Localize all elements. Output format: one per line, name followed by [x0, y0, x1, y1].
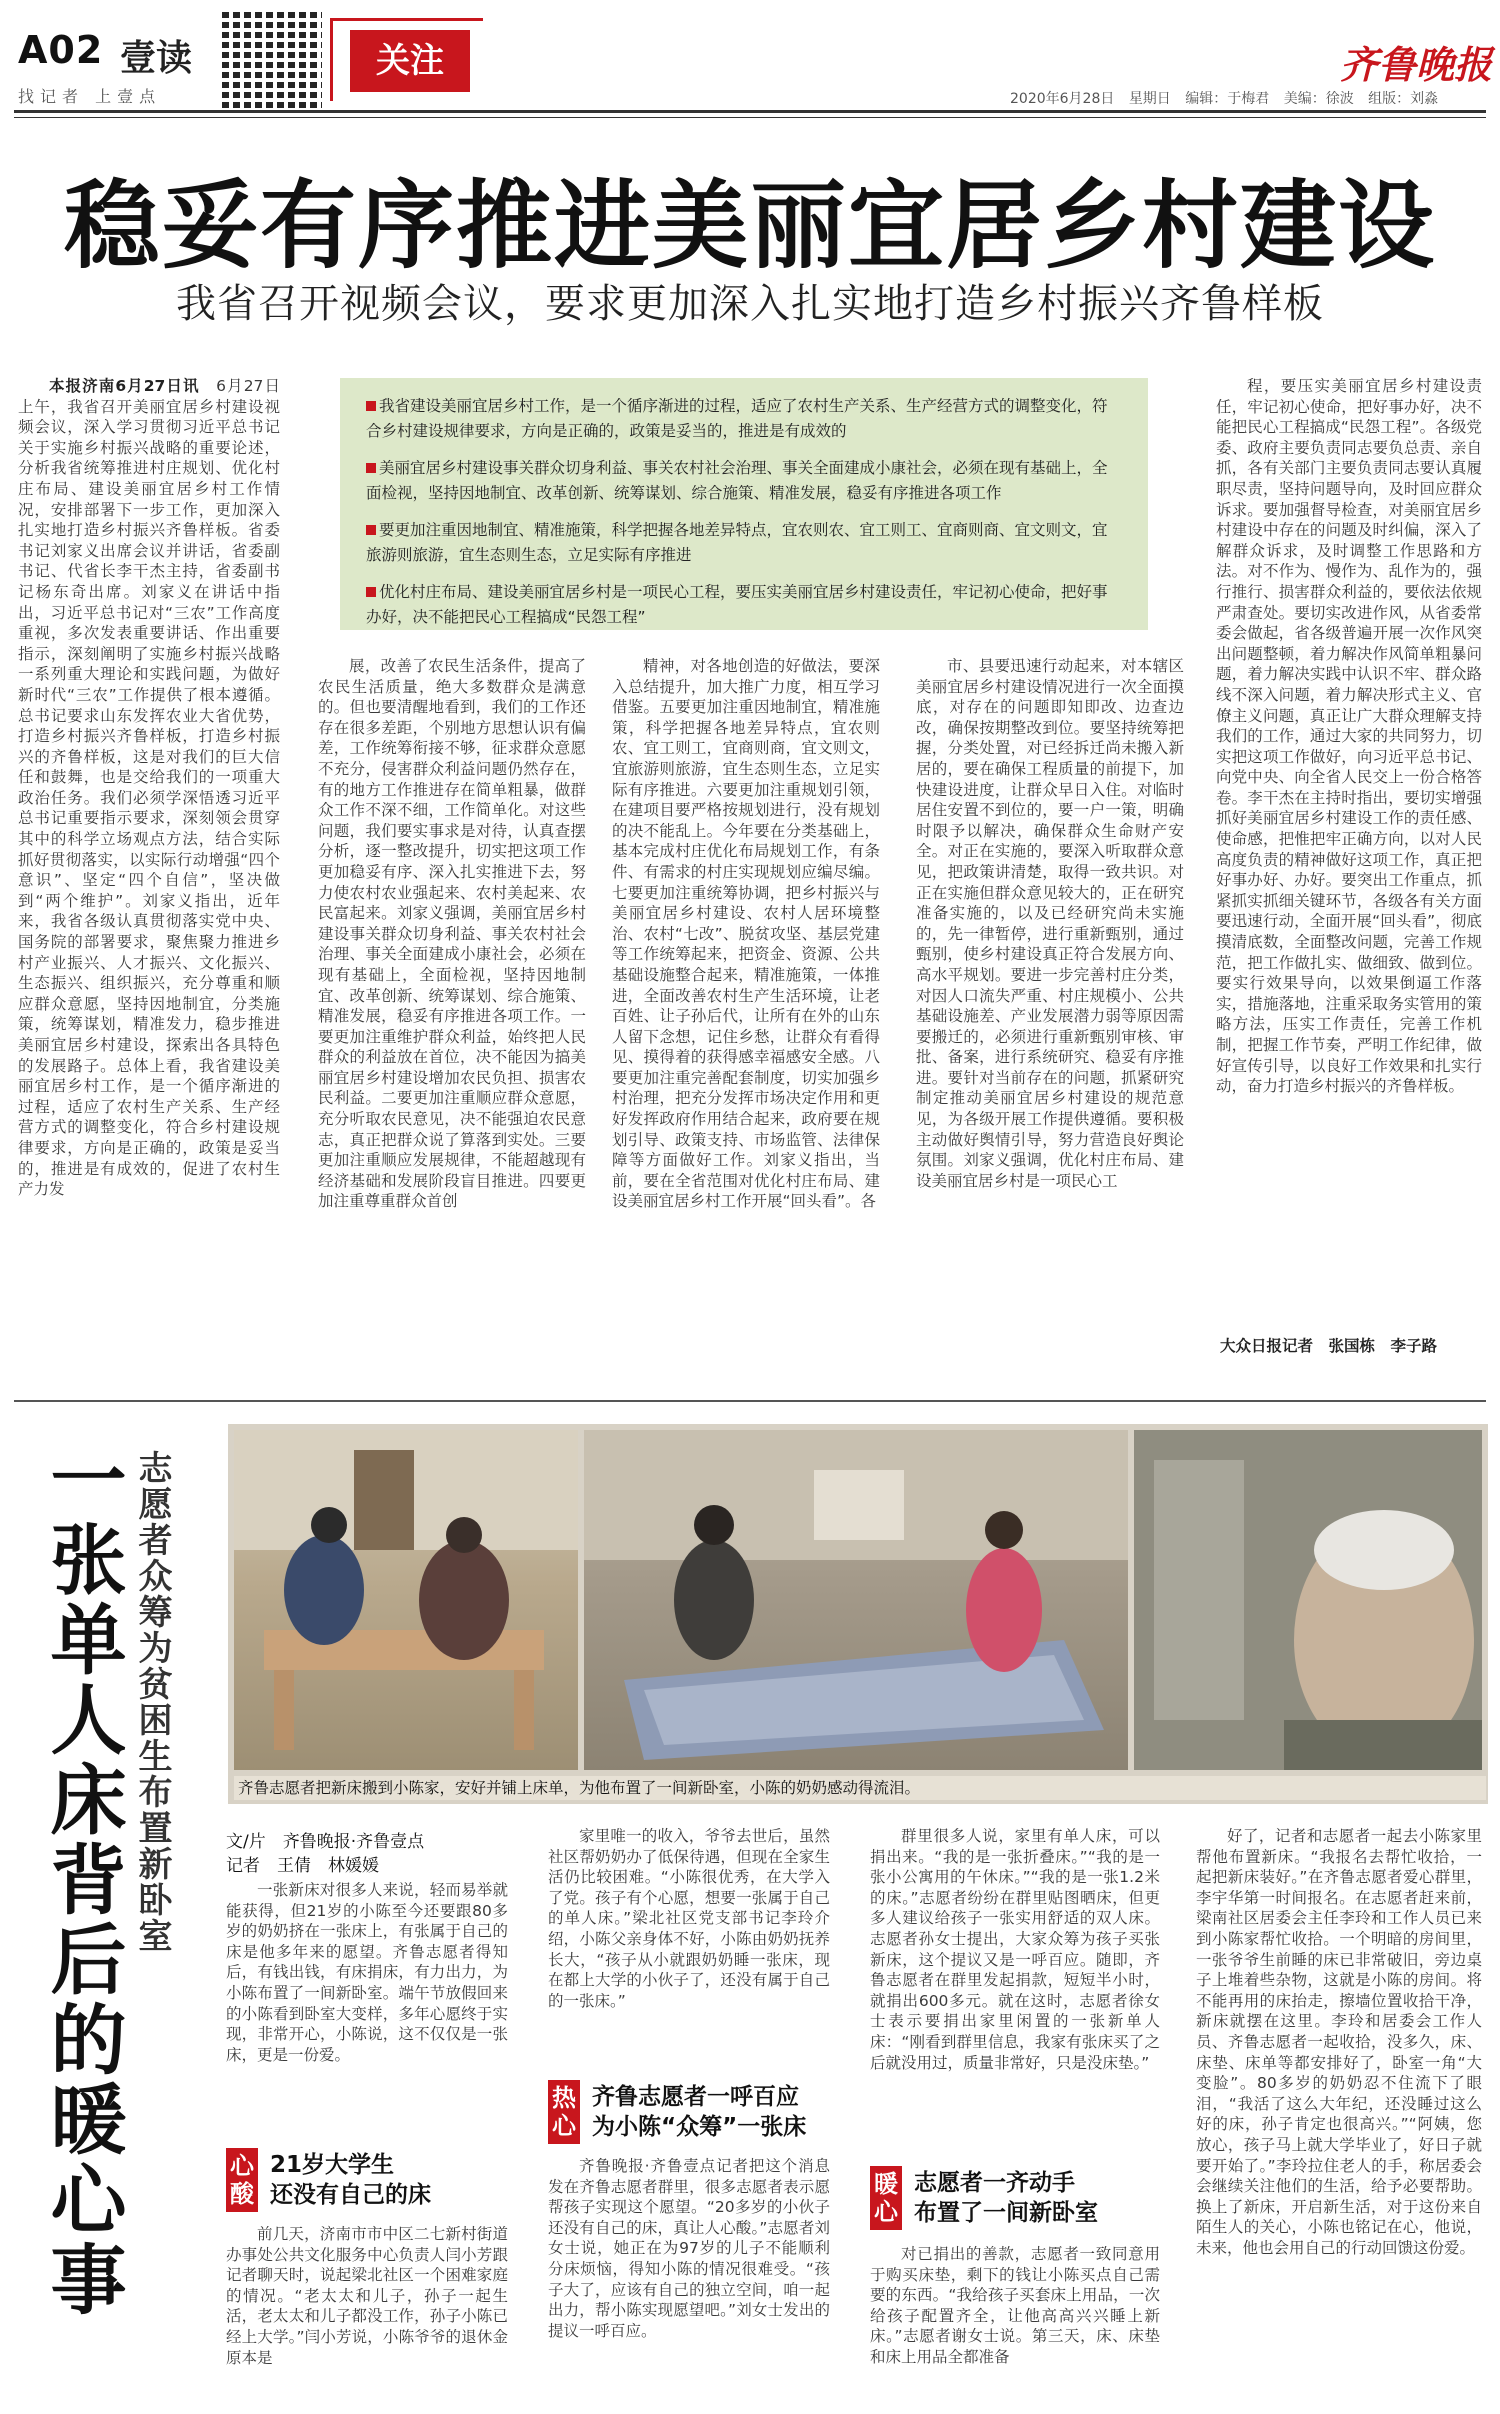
- story2-column-2b: [548, 2156, 830, 2408]
- summary-box: [340, 378, 1148, 630]
- photo2-illustration: [584, 1430, 1128, 1770]
- credit-line-2: 记者 王倩 林媛媛: [226, 1856, 379, 1876]
- summary-text: 要更加注重因地制宜、精准施策，科学把握各地差异特点，宜农则农、宜工则工、宜商则商、宜文则文，宜旅游则旅游，宜生态则生态，立足实际有序推进: [366, 521, 1108, 564]
- header-rule: [14, 110, 1486, 113]
- story1-col3-text: 精神，对各地创造的好做法，要深入总结提升，加大推广力度，相互学习借鉴。五要更加注重因地制宜，精准施策，科学把握各地差异特点，宜农则农、宜工则工，宜商则商，宜文则文，宜旅游则旅游，宜生态则生态，立足实际有序推进。六要更加注重规划引领，在建项目要严格按规划进行，没有规划的决不能乱上。今年要在分类基础上，基本完成村庄优化布局规划工作，有条件、有需求的村庄实现规划应编尽编。七要更加注重统筹协调，把乡村振兴与美丽宜居乡村建设、农村人居环境整治、农村“七改”、脱贫攻坚、基层党建等工作统筹起来，把资金、资源、公共基础设施整合起来，精准施策，一体推进，全面改善农村生产生活环境，让老百姓、让子孙后代，让所有在外的山东人留下念想，记住乡愁，让群众有看得见、摸得着的获得感幸福感安全感。八要更加注重完善配套制度，切实加强乡村治理，把充分发挥市场决定作用和更好发挥政府作用结合起来，政府要在规划引导、政策支持、市场监管、法律保障等方面做好工作。刘家义指出，当前，要在全省范围对优化村庄布局、建设美丽宜居乡村工作开展“回头看”。各: [612, 657, 880, 1211]
- story2-column-3b: [870, 2244, 1160, 2408]
- subsection-title: [270, 2150, 431, 2210]
- story1-col1-text: 6月27日上午，我省召开美丽宜居乡村建设视频会议，深入学习贯彻习近平总书记关于实施乡村振兴战略的重要论述，分析我省统筹推进村庄规划、优化村庄布局、建设美丽宜居乡村工作情况，安排部署下一步工作，更加深入扎实地打造乡村振兴齐鲁样板。省委书记刘家义出席会议并讲话，省委副书记、代省长李干杰主持，省委副书记杨东奇出席。刘家义在讲话中指出，习近平总书记对“三农”工作高度重视，多次发表重要讲话、作出重要指示，深刻阐明了实施乡村振兴战略一系列重大理论和实践问题，为做好新时代“三农”工作提供了根本遵循。总书记要求山东发挥农业大省优势，打造乡村振兴齐鲁样板，打造乡村振兴的齐鲁样板，这是对我们的巨大信任和鼓舞，也是交给我们的一项重大政治任务。我们必须学深悟透习近平总书记重要指示要求，深刻领会贯穿其中的科学立场观点方法，结合实际抓好贯彻落实，以实际行动增强“四个意识”、坚定“四个自信”，坚决做到“两个维护”。刘家义指出，近年来，我省各级认真贯彻落实党中央、国务院的部署要求，聚焦聚力推进乡村产业振兴、人才振兴、文化振兴、生态振兴、组织振兴，充分尊重和顺应群众意愿，坚持因地制宜，分类施策，统筹谋划，精准发力，稳步推进美丽宜居乡村建设，探索出各具特色的发展路子。总体上看，我省建设美丽宜居乡村工作，是一个循序渐进的过程，适应了农村生产关系、生产经营方式的调整变化，符合乡村建设规律要求，方向是正确的，政策是妥当的，推进是有成效的，促进了农村生产力发: [18, 377, 280, 1199]
- summary-item: [366, 394, 1122, 444]
- red-square-icon: [366, 525, 376, 535]
- newspaper-logo: 齐鲁晚报: [1340, 42, 1493, 87]
- summary-text: 我省建设美丽宜居乡村工作，是一个循序渐进的过程，适应了农村生产关系、生产经营方式的调整变化，符合乡村建设规律要求，方向是正确的，政策是妥当的，推进是有成效的: [366, 397, 1108, 440]
- story2-col4-text: 好了，记者和志愿者一起去小陈家里帮他布置新床。“我报名去帮忙收拾，一起把新床装好。”在齐鲁志愿者爱心群里，李宇华第一时间报名。在志愿者赶来前，梁南社区居委会主任李玲和工作人员已来到小陈家帮忙收拾。一个明暗的房间里，一张爷爷生前睡的床已非常破旧，旁边桌子上堆着些杂物，这就是小陈的房间。将不能再用的床抬走，擦墙位置收拾干净，新床就摆在这里。李玲和居委会工作人员、齐鲁志愿者一起收拾，没多久，床、床垫、床单等都安排好了，卧室一角“大变脸”。80多岁的奶奶忍不住流下了眼泪，“我活了这么大年纪，还没睡过这么好的床，孙子肯定也很高兴。”“阿姨，您放心，孩子马上就大学毕业了，好日子就要开始了。”李玲拉住老人的手，称居委会会继续关注他们的生活，给予必要帮助。换上了新床，开启新生活，对于这份来自陌生人的关心，小陈也铭记在心，他说，未来，他也会用自己的行动回馈这份爱。: [1196, 1827, 1482, 2257]
- story1-col5-text: 程，要压实美丽宜居乡村建设责任，牢记初心使命，把好事办好，决不能把民心工程搞成“民怨工程”。各级党委、政府主要负责同志要负总责、亲自抓，各有关部门主要负责同志要认真履职尽责，坚持问题导向，及时回应群众诉求。要加强督导检查，对美丽宜居乡村建设中存在的问题及时纠偏，深入了解群众诉求，及时调整工作思路和方法。对不作为、慢作为、乱作为的，强行推行、损害群众利益的，要依法依规严肃查处。要切实改进作风，从省委常委会做起，省各级普遍开展一次作风突出问题整顿，着力解决作风简单粗暴问题，着力解决实践中认识不牢、群众路线不深入问题，着力解决形式主义、官僚主义问题，真正让广大群众理解支持我们的工作，通过大家的共同努力，切实把这项工作做好，向习近平总书记、向党中央、向全省人民交上一份合格答卷。李干杰在主持时指出，要切实增强抓好美丽宜居乡村建设工作的责任感、使命感，把惟把牢正确方向，以对人民高度负责的精神做好这项工作，真正把好事办好、办好。要突出工作重点，抓紧抓实抓细关键环节，各级各有关方面要迅速行动，全面开展“回头看”，彻底摸清底数，全面整改问题，完善工作规范，把工作做扎实、做细致、做到位。要实行效果导向，以效果倒逼工作落实，措施落地，注重采取务实管用的策略方法，压实工作责任，完善工作机制，把握工作节奏，严明工作纪律，做好宣传引导，以良好工作效果和扎实行动，奋力打造乡村振兴的齐鲁样板。: [1216, 377, 1482, 1096]
- summary-item: [366, 580, 1122, 630]
- subsection-warm-heart: [548, 2080, 806, 2144]
- story2-col2a-text: 家里唯一的收入，爷爷去世后，虽然社区帮奶奶办了低保待遇，但现在全家生活仍比较困难。“小陈很优秀，在大学入了党。孩子有个心愿，想要一张属于自己的单人床。”梁北社区党支部书记李玲介绍，小陈父亲身体不好，小陈由奶奶抚养长大，“孩子从小就跟奶奶睡一张床，现在都上大学的小伙子了，还没有属于自己的一张床。”: [548, 1827, 830, 2010]
- red-square-icon: [366, 463, 376, 473]
- proofreader: 组版：刘淼: [1368, 91, 1439, 107]
- story1-column-5: [1216, 376, 1482, 1326]
- story1-headline: 稳妥有序推进美丽宜居乡村建设: [64, 170, 1436, 282]
- story1-byline: 大众日报记者 张国栋 李子路: [1220, 1337, 1438, 1355]
- page-number: A02: [18, 28, 104, 72]
- section-divider: [14, 1400, 1486, 1402]
- story2-credits: [226, 1830, 424, 1878]
- badge-xinsuan: 心酸: [226, 2148, 258, 2212]
- badge-rexin: 热心: [548, 2080, 580, 2144]
- story2-col2b-text: 齐鲁晚报·齐鲁壹点记者把这个消息发在齐鲁志愿者群里，很多志愿者表示愿帮孩子实现这个愿望。“20多岁的小伙子还没有自己的床，真让人心酸。”志愿者刘女士说，她正在为97岁的儿子不能顺利分床烦恼，得知小陈的情况很难受。“孩子大了，应该有自己的独立空间，咱一起出力，帮小陈实现愿望吧。”刘女士发出的提议一呼百应。: [548, 2157, 830, 2340]
- story2-col3b-text: 对已捐出的善款，志愿者一致同意用于购买床垫，剩下的钱让小陈买点自己需要的东西。“我给孩子买套床上用品，一次给孩子配置齐全，让他高高兴兴睡上新床。”志愿者谢女士说。第三天，床、床垫和床上用品全都准备: [870, 2245, 1160, 2366]
- subsection-title-line1: 志愿者一齐动手: [914, 2170, 1075, 2196]
- story1-column-1: [18, 376, 280, 1386]
- summary-text: 美丽宜居乡村建设事关群众切身利益、事关农村社会治理、事关全面建成小康社会，必须在现有基础上，全面检视，坚持因地制宜、改革创新、统筹谋划、综合施策、精准发展，稳妥有序推进各项工作: [366, 459, 1108, 502]
- red-square-icon: [366, 587, 376, 597]
- story2-column-3a: [870, 1826, 1160, 2156]
- subsection-title-line2: 还没有自己的床: [270, 2182, 431, 2208]
- badge-nuanxin: 暖心: [870, 2166, 902, 2230]
- subsection-title-line1: 21岁大学生: [270, 2152, 395, 2178]
- story1-subheadline: 我省召开视频会议，要求更加深入扎实地打造乡村振兴齐鲁样板: [176, 281, 1324, 327]
- credit-line-1: 文/片 齐鲁晚报·齐鲁壹点: [226, 1832, 425, 1852]
- photo-caption: 齐鲁志愿者把新床搬到小陈家，安好并铺上床单，为他布置了一间新卧室，小陈的奶奶感动得流泪。: [234, 1776, 1486, 1800]
- story2-column-2a: [548, 1826, 830, 2072]
- story1-column-2: [318, 656, 586, 1386]
- issue-meta: [1010, 88, 1438, 108]
- story1-column-4: [916, 656, 1184, 1386]
- story2-col1a-text: 一张新床对很多人来说，轻而易举就能获得，但21岁的小陈至今还要跟80多岁的奶奶挤在一张床上，有张属于自己的床是他多年来的愿望。齐鲁志愿者得知后，有钱出钱，有床捐床，有力出力，为小陈布置了一间新卧室。端午节放假回来的小陈看到卧室大变样，多年心愿终于实现，非常开心，小陈说，这不仅仅是一张床，更是一份爱。: [226, 1881, 508, 2064]
- subsection-title-line1: 齐鲁志愿者一呼百应: [592, 2084, 799, 2110]
- photo-spreading-bed-sheet: [584, 1430, 1128, 1770]
- story2-headline: 一张单人床背后的暖心事: [38, 1440, 127, 2320]
- subsection-title-line2: 为小陈“众筹”一张床: [592, 2114, 807, 2140]
- red-square-icon: [366, 401, 376, 411]
- header-rule-thin: [14, 117, 1486, 118]
- section-tag: 关注: [350, 30, 470, 92]
- subsection-title-line2: 布置了一间新卧室: [914, 2200, 1098, 2226]
- story2-column-1a: [226, 1880, 508, 2140]
- photo3-illustration: [1134, 1430, 1482, 1770]
- story1-col4-text: 市、县要迅速行动起来，对本辖区美丽宜居乡村建设情况进行一次全面摸底，对存在的问题即知即改、边查边改，确保按期整改到位。要坚持统筹把握，分类处置，对已经拆迁尚未搬入新居的，要在确保工程质量的前提下，加快建设进度，让群众早日入住。对临时居住安置不到位的，要一户一策，明确时限予以解决，确保群众生命财产安全。对正在实施的，要深入听取群众意见，把政策讲清楚，取得一致共识。对正在实施但群众意见较大的，正在研究准备实施的，以及已经研究尚未实施的，先一律暂停，进行重新甄别，通过甄别，使乡村建设真正符合发展方向、高水平规划。要进一步完善村庄分类，对因人口流失严重、村庄规模小、公共基础设施差、产业发展潜力弱等原因需要搬迁的，必须进行重新甄别审核、审批、备案，进行系统研究、稳妥有序推进。要针对当前存在的问题，抓紧研究制定推动美丽宜居乡村建设的规范意见，为各级开展工作提供遵循。要积极主动做好舆情引导，努力营造良好舆论氛围。刘家义强调，优化村庄布局、建设美丽宜居乡村是一项民心工: [916, 657, 1184, 1190]
- summary-text: 优化村庄布局、建设美丽宜居乡村是一项民心工程，要压实美丽宜居乡村建设责任，牢记初心使命，把好事办好，决不能把民心工程搞成“民怨工程”: [366, 583, 1108, 626]
- story2-column-4: [1196, 1826, 1482, 2408]
- story2-col3a-text: 群里很多人说，家里有单人床，可以捐出来。“我的是一张折叠床。”“我的是一张小公寓用的午休床。”“我的是一张1.2米的床。”志愿者纷纷在群里贴图晒床，但更多人建议给孩子一张实用舒适的双人床。志愿者孙女士提出，大家众筹为孩子买张新床，这个提议又是一呼百应。随即，齐鲁志愿者在群里发起捐款，短短半小时，就捐出600多元。就在这时，志愿者徐女士表示要捐出家里闲置的一张新单人床：“刚看到群里信息，我家有张床买了之后就没用过，质量非常好，只是没床垫。”: [870, 1827, 1160, 2072]
- editor: 编辑：于梅君: [1185, 91, 1270, 107]
- subsection-title: [592, 2082, 806, 2142]
- subsection-heartwarming: [870, 2166, 1098, 2230]
- dateline: 本报济南6月27日讯: [49, 377, 200, 395]
- page-section-name: 壹读: [120, 38, 193, 79]
- story2-col1b-text: 前几天，济南市市中区二七新村街道办事处公共文化服务中心负责人闫小芳跟记者聊天时，说起梁北社区一个困难家庭的情况。“老太太和儿子，孙子一起生活，老太太和儿子都没工作，孙子小陈已经上大学。”闫小芳说，小陈爷爷的退休金原本是: [226, 2225, 508, 2367]
- subsection-title: [914, 2168, 1098, 2228]
- photo-volunteers-assembling-bed: [234, 1430, 578, 1770]
- photo-grandmother-tears: [1134, 1430, 1482, 1770]
- story2-column-1b: [226, 2224, 508, 2408]
- story2-subheadline: 志愿者众筹为贫困生布置新卧室: [132, 1450, 172, 1954]
- issue-date: 2020年6月28日: [1010, 91, 1115, 107]
- subsection-heart-sour: [226, 2148, 431, 2212]
- issue-weekday: 星期日: [1128, 91, 1171, 107]
- photo1-illustration: [234, 1430, 578, 1770]
- story1-col2-text: 展，改善了农民生活条件，提高了农民生活质量，绝大多数群众是满意的。但也要清醒地看到，我们的工作还存在很多差距，个别地方思想认识有偏差，工作统筹衔接不够，征求群众意愿不充分，侵害群众利益问题仍然存在，有的地方工作推进存在简单粗暴，做群众工作不深不细，工作简单化。对这些问题，我们要实事求是对待，认真查摆分析，逐一整改提升，切实把这项工作更加稳妥有序、深入扎实推进下去，努力使农村农业强起来、农村美起来、农民富起来。刘家义强调，美丽宜居乡村建设事关群众切身利益、事关农村社会治理、事关全面建成小康社会，必须在现有基础上，全面检视，坚持因地制宜、改革创新、统筹谋划、综合施策、精准发展，稳妥有序推进各项工作。一要更加注重维护群众利益，始终把人民群众的利益放在首位，决不能因为搞美丽宜居乡村建设增加农民负担、损害农民利益。二要更加注重顺应群众意愿，充分听取农民意见，决不能强迫农民意志，真正把群众说了算落到实处。三要更加注重顺应发展规律，不能超越现有经济基础和发展阶段盲目推进。四要更加注重尊重群众首创: [318, 657, 586, 1211]
- story1-column-3: [612, 656, 880, 1386]
- summary-item: [366, 456, 1122, 506]
- qr-code-pattern: [222, 8, 322, 108]
- slogan: 找记者 上壹点: [18, 87, 162, 106]
- summary-item: [366, 518, 1122, 568]
- art-editor: 美编：徐波: [1283, 91, 1354, 107]
